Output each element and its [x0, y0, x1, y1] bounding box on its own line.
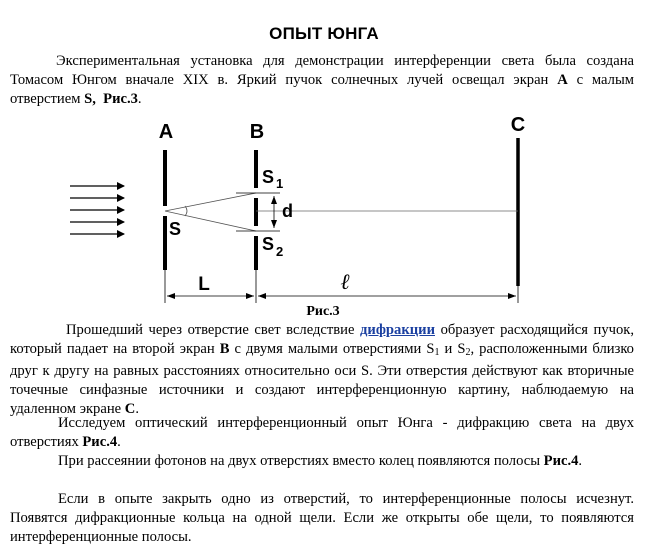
body-text: Прошедший через отверстие свет вследствие — [66, 322, 361, 338]
screen-c-ref: C — [124, 401, 136, 417]
label-distance-L: L — [198, 274, 210, 295]
label-d: d — [282, 201, 293, 221]
body-text: При рассеянии фотонов на двух отверстиях вместо колец появляются полосы — [58, 453, 544, 469]
subscript-1: 1 — [434, 347, 440, 358]
body-text: Исследуем оптический интерференционный опыт Юнга - дифракцию света на двух отверстиях — [10, 415, 634, 450]
body-paragraph-4 — [10, 490, 634, 547]
body-paragraph-3 — [10, 452, 634, 471]
page-title: ОПЫТ ЮНГА — [269, 24, 379, 43]
body-paragraph-1 — [10, 321, 634, 419]
incoming-light-arrows — [70, 186, 124, 234]
label-slit-s: S — [169, 219, 182, 239]
label-slit-s1-sub: 1 — [276, 176, 284, 191]
label-screen-a: A — [158, 121, 174, 143]
intro-text: Экспериментальная установка для демонстрации интерференции света была создана Томасом Юнгом вначале XIX в. Яркий пучок солнечных лучей освещал экран — [10, 53, 634, 88]
screen-b-ref: B — [219, 341, 230, 357]
figure-ref: Рис.4 — [82, 434, 118, 450]
figure-ref: Рис.4 — [543, 453, 579, 469]
slit-s-ref: S, — [84, 91, 96, 107]
label-screen-c: C — [510, 114, 526, 136]
label-distance-l: ℓ — [340, 269, 350, 294]
body-end: . — [578, 453, 583, 469]
subscript-2: 2 — [465, 347, 471, 358]
intro-end: . — [137, 91, 142, 107]
body-text-2: образует расходящийся пучок, который падает на второй экран — [10, 322, 634, 357]
body-text: Если в опыте закрыть одно из отверстий, то интерференционные полосы исчезнут. Появятся дифракционные кольца на одной щели. Если же открыты обе щели, то появляются интерференционные полосы. — [10, 491, 634, 545]
body-text-4: и S — [439, 341, 466, 357]
intro-text-2: с малым отверстием — [10, 72, 634, 107]
label-screen-b: B — [249, 121, 265, 143]
body-paragraph-2 — [10, 414, 634, 452]
body-text-5: , расположенными близко друг к другу на равных расстояниях относительно оси S. Эти отверстия действуют как вторичные точечные синфазные источники и создают интерференционную картину, наблюдаемую на удаленном экране — [10, 341, 634, 417]
screen-a-ref: A — [557, 72, 568, 88]
label-slit-s2: S — [262, 234, 275, 254]
figure-caption: Рис.3 — [306, 304, 340, 319]
body-end: . — [135, 401, 139, 417]
figure-ref: Рис.3 — [103, 91, 138, 107]
diffraction-link[interactable]: дифракции — [360, 322, 435, 338]
label-slit-s1: S — [262, 167, 275, 187]
body-text-3: с двумя малыми отверстиями S — [229, 341, 435, 357]
label-slit-s2-sub: 2 — [276, 244, 284, 259]
body-end: . — [117, 434, 121, 450]
